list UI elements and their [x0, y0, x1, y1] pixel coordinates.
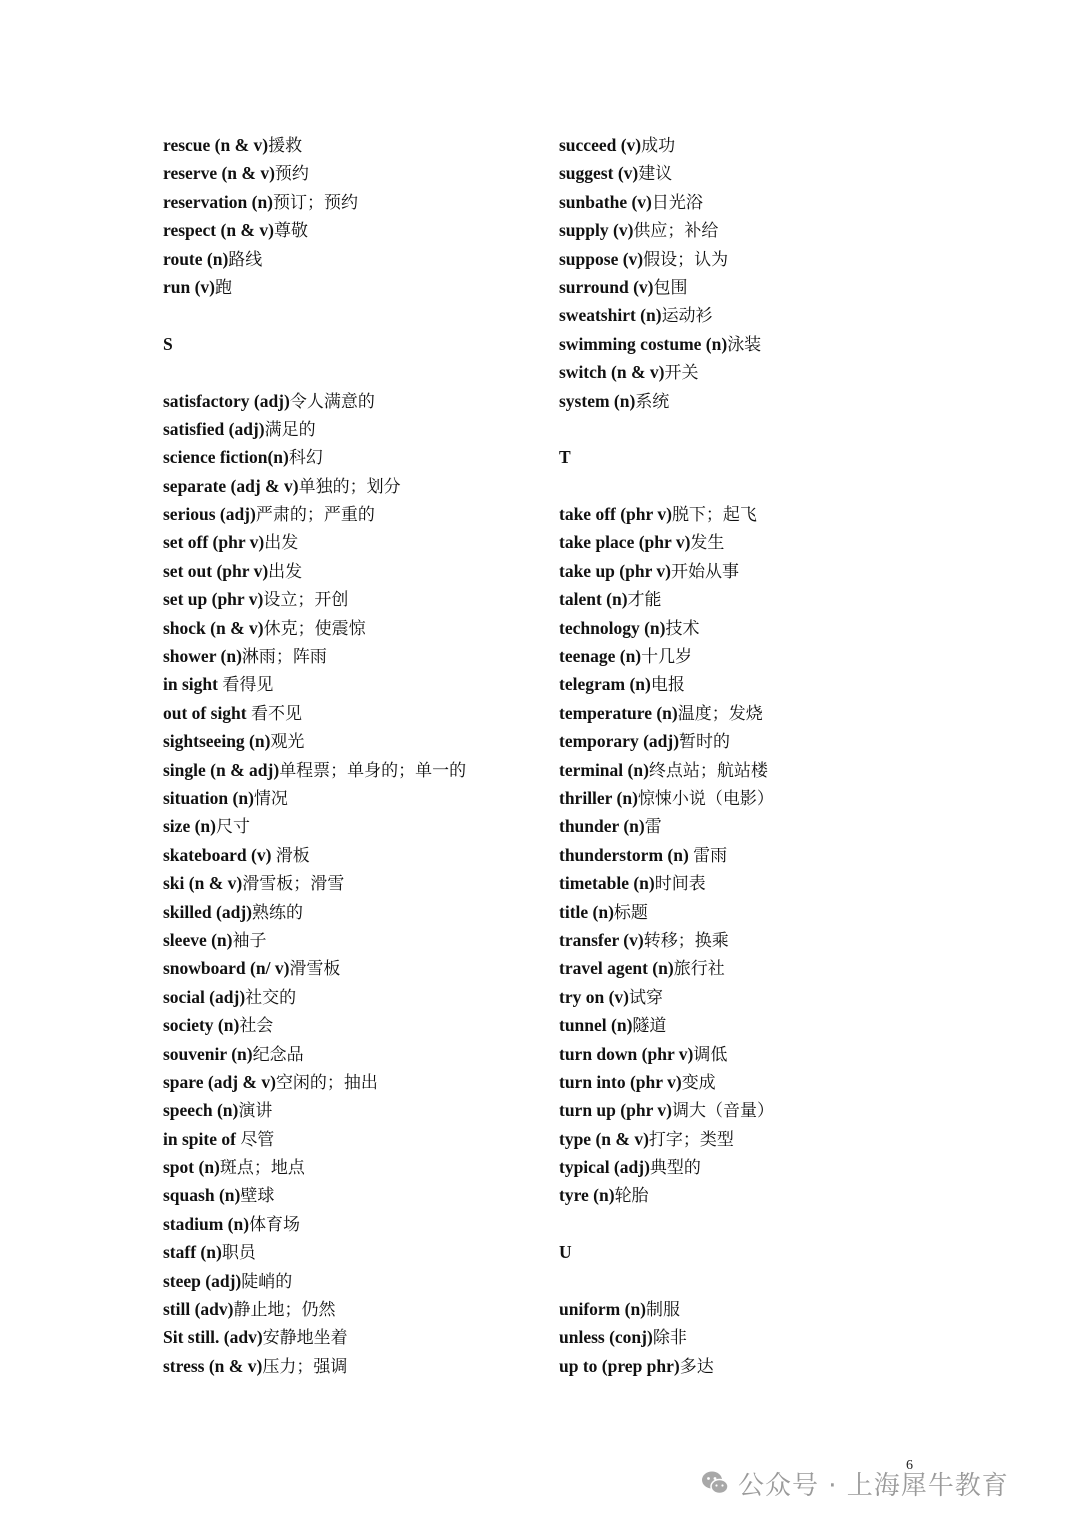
- vocab-meaning: 职员: [221, 1243, 256, 1264]
- vocab-meaning: 袖子: [232, 930, 267, 951]
- vocab-entry: [163, 472, 543, 500]
- vocab-word: satisfied (adj): [163, 418, 265, 439]
- vocab-word: turn up (phr v): [559, 1100, 672, 1121]
- vocab-word: souvenir (n): [163, 1043, 253, 1064]
- vocab-meaning: 调低: [693, 1044, 728, 1065]
- section-letter-text: T: [559, 447, 571, 468]
- vocab-word: still (adv): [163, 1299, 234, 1320]
- vocab-entry: [163, 926, 543, 954]
- vocab-entry: [559, 926, 959, 954]
- vocab-meaning: 尊敬: [273, 221, 308, 242]
- vocab-meaning: 压力；强调: [262, 1356, 348, 1377]
- vocab-word: size (n): [163, 816, 216, 837]
- vocab-meaning: 变成: [681, 1072, 716, 1093]
- vocab-entry: [163, 898, 543, 926]
- vocab-entry: [163, 1267, 543, 1295]
- blank-line: [163, 358, 543, 386]
- vocab-meaning: 尽管: [240, 1129, 275, 1150]
- watermark: [700, 1461, 1009, 1505]
- vocab-entry: [163, 869, 543, 897]
- vocab-meaning: 滑板: [275, 845, 310, 866]
- vocab-word: tyre (n): [559, 1185, 615, 1206]
- vocab-word: skilled (adj): [163, 901, 252, 922]
- section-letter: [163, 330, 543, 358]
- vocab-meaning: 斑点；地点: [219, 1158, 305, 1179]
- vocab-word: serious (adj): [163, 504, 256, 525]
- vocab-meaning: 温度；发烧: [677, 703, 763, 724]
- vocab-entry: [559, 528, 959, 556]
- vocab-meaning: 演讲: [238, 1101, 273, 1122]
- vocab-word: speech (n): [163, 1100, 239, 1121]
- vocab-word: system (n): [559, 390, 636, 411]
- vocab-word: staff (n): [163, 1242, 222, 1263]
- vocab-meaning: 休克；使震惊: [263, 618, 366, 639]
- vocab-meaning: 出发: [268, 561, 303, 582]
- vocab-entry: [163, 642, 543, 670]
- vocab-meaning: 打字；类型: [648, 1129, 734, 1150]
- vocab-entry: [559, 869, 959, 897]
- vocab-meaning: 隧道: [632, 1016, 667, 1037]
- vocab-meaning: 旅行社: [673, 959, 725, 980]
- vocab-entry: [163, 812, 543, 840]
- vocab-entry: [163, 245, 543, 273]
- vocab-meaning: 供应；补给: [633, 221, 719, 242]
- vocab-word: single (n & adj): [163, 759, 280, 780]
- vocab-meaning: 暂时的: [679, 732, 731, 753]
- vocab-meaning: 脱下；起飞: [671, 505, 757, 526]
- vocab-word: run (v): [163, 276, 216, 297]
- vocab-meaning: 标题: [613, 902, 648, 923]
- vocab-word: spare (adj & v): [163, 1071, 276, 1092]
- vocab-entry: [163, 557, 543, 585]
- vocab-meaning: 日光浴: [651, 192, 703, 213]
- vocab-meaning: 泳装: [727, 334, 762, 355]
- vocab-meaning: 看不见: [251, 703, 302, 724]
- vocab-entry: [163, 784, 543, 812]
- vocab-word: in sight: [163, 674, 223, 695]
- vocab-entry: [163, 614, 543, 642]
- vocab-word: in spite of: [163, 1128, 241, 1149]
- page-number: 6: [906, 1458, 913, 1473]
- vocab-meaning: 设立；开创: [263, 590, 349, 611]
- vocab-word: talent (n): [559, 589, 628, 610]
- vocab-word: science fiction(n): [163, 447, 289, 468]
- vocab-meaning: 令人满意的: [289, 391, 375, 412]
- vocab-entry: [163, 1181, 543, 1209]
- vocab-column-left: [163, 131, 543, 1380]
- vocab-word: thunderstorm (n): [559, 844, 694, 865]
- vocab-entry: [559, 159, 959, 187]
- vocab-meaning: 预约: [274, 164, 309, 185]
- blank-line: [559, 415, 959, 443]
- section-letter-text: S: [163, 333, 173, 354]
- vocab-word: take off (phr v): [559, 504, 672, 525]
- vocab-word: ski (n & v): [163, 873, 243, 894]
- vocab-meaning: 十几岁: [641, 647, 693, 668]
- vocab-word: set out (phr v): [163, 560, 269, 581]
- vocab-meaning: 雷雨: [693, 845, 728, 866]
- vocab-meaning: 满足的: [264, 419, 316, 440]
- vocab-entry: [559, 642, 959, 670]
- vocab-meaning: 多达: [679, 1356, 714, 1377]
- vocab-entry: [163, 273, 543, 301]
- vocab-word: spot (n): [163, 1157, 220, 1178]
- vocab-entry: [163, 528, 543, 556]
- vocab-word: separate (adj & v): [163, 475, 299, 496]
- vocab-meaning: 单程票；单身的；单一的: [279, 760, 467, 781]
- vocab-word: sightseeing (n): [163, 731, 271, 752]
- vocab-entry: [559, 188, 959, 216]
- vocab-meaning: 陡峭的: [241, 1271, 293, 1292]
- vocab-entry: [559, 557, 959, 585]
- vocab-meaning: 假设；认为: [643, 249, 729, 270]
- vocab-meaning: 滑雪板: [289, 959, 341, 980]
- vocab-meaning: 开关: [664, 363, 699, 384]
- vocab-meaning: 看得见: [222, 675, 274, 696]
- vocab-meaning: 科幻: [288, 448, 323, 469]
- vocab-word: route (n): [163, 248, 229, 269]
- vocab-entry: [163, 1210, 543, 1238]
- vocab-word: out of sight: [163, 702, 251, 723]
- vocab-column-right: [559, 131, 959, 1380]
- vocab-entry: [559, 614, 959, 642]
- vocab-word: typical (adj): [559, 1157, 650, 1178]
- vocab-entry: [163, 1040, 543, 1068]
- vocab-word: thriller (n): [559, 787, 638, 808]
- vocab-entry: [163, 443, 543, 471]
- vocab-meaning: 空闲的；抽出: [275, 1072, 378, 1093]
- vocab-entry: [163, 188, 543, 216]
- vocab-entry: [163, 756, 543, 784]
- vocab-meaning: 出发: [264, 533, 299, 554]
- vocab-entry: [559, 1096, 959, 1124]
- vocab-word: rescue (n & v): [163, 135, 269, 155]
- vocab-word: set up (phr v): [163, 589, 264, 610]
- vocab-meaning: 观光: [270, 732, 305, 753]
- vocab-word: sweatshirt (n): [559, 305, 662, 326]
- vocab-meaning: 转移；换乘: [643, 930, 729, 951]
- vocab-entry: [163, 954, 543, 982]
- vocab-meaning: 情况: [253, 788, 288, 809]
- vocab-meaning: 路线: [228, 249, 263, 270]
- vocab-entry: [163, 159, 543, 187]
- vocab-word: reserve (n & v): [163, 163, 275, 184]
- vocab-entry: [163, 1096, 543, 1124]
- watermark-text: 公众号 · 上海犀牛教育: [738, 1470, 1009, 1501]
- vocab-meaning: 熟练的: [251, 902, 303, 923]
- vocab-meaning: 试穿: [628, 987, 663, 1008]
- vocab-entry: [559, 699, 959, 727]
- vocab-entry: [559, 954, 959, 982]
- vocab-word: stress (n & v): [163, 1355, 263, 1376]
- vocab-entry: [163, 1011, 543, 1039]
- vocab-meaning: 发生: [690, 533, 725, 554]
- vocab-word: sleeve (n): [163, 929, 233, 950]
- vocab-entry: [163, 216, 543, 244]
- vocab-meaning: 系统: [635, 391, 670, 412]
- vocab-word: snowboard (n/ v): [163, 958, 290, 979]
- vocab-entry: [163, 585, 543, 613]
- vocab-meaning: 滑雪板；滑雪: [242, 874, 345, 895]
- vocab-meaning: 调大（音量）: [671, 1101, 774, 1122]
- blank-line: [559, 1210, 959, 1238]
- vocab-meaning: 单独的；划分: [298, 476, 401, 497]
- vocab-meaning: 电报: [650, 675, 685, 696]
- vocab-entry: [559, 756, 959, 784]
- vocab-word: Sit still. (adv): [163, 1327, 263, 1348]
- vocab-entry: [559, 1068, 959, 1096]
- vocab-meaning: 时间表: [654, 874, 706, 895]
- vocab-entry: [163, 131, 543, 159]
- blank-line: [559, 472, 959, 500]
- vocab-word: squash (n): [163, 1185, 241, 1206]
- vocab-entry: [559, 784, 959, 812]
- vocab-word: suggest (v): [559, 163, 639, 184]
- vocab-meaning: 包围: [653, 277, 688, 298]
- vocab-entry: [163, 727, 543, 755]
- vocab-entry: [559, 330, 959, 358]
- vocab-word: set off (phr v): [163, 532, 265, 553]
- vocab-word: shock (n & v): [163, 617, 264, 638]
- vocab-entry: [559, 898, 959, 926]
- vocab-entry: [559, 1153, 959, 1181]
- vocab-meaning: 严肃的；严重的: [255, 505, 375, 526]
- vocab-meaning: 成功: [641, 136, 676, 156]
- vocab-word: reservation (n): [163, 191, 273, 212]
- vocab-word: type (n & v): [559, 1128, 649, 1149]
- vocab-word: up to (prep phr): [559, 1355, 680, 1376]
- vocab-word: thunder (n): [559, 816, 645, 837]
- vocab-word: suppose (v): [559, 248, 644, 269]
- vocab-meaning: 预订；预约: [273, 192, 358, 213]
- vocab-meaning: 技术: [665, 618, 700, 639]
- vocab-word: satisfactory (adj): [163, 390, 290, 411]
- vocab-word: stadium (n): [163, 1213, 250, 1234]
- vocab-word: transfer (v): [559, 929, 644, 950]
- wechat-icon: [700, 1468, 730, 1498]
- vocab-entry: [559, 500, 959, 528]
- vocab-word: society (n): [163, 1015, 240, 1036]
- vocab-entry: [559, 841, 959, 869]
- vocab-entry: [559, 301, 959, 329]
- vocab-meaning: 体育场: [249, 1214, 301, 1235]
- vocab-word: swimming costume (n): [559, 333, 728, 354]
- vocab-entry: [559, 358, 959, 386]
- vocab-entry: [559, 1181, 959, 1209]
- vocab-word: shower (n): [163, 646, 242, 667]
- blank-line: [559, 1267, 959, 1295]
- vocab-entry: [559, 216, 959, 244]
- vocab-meaning: 轮胎: [614, 1186, 649, 1207]
- section-letter: [559, 1238, 959, 1266]
- vocab-entry: [163, 1125, 543, 1153]
- vocab-entry: [559, 1011, 959, 1039]
- vocab-meaning: 惊悚小说（电影）: [637, 788, 774, 809]
- vocab-entry: [163, 1238, 543, 1266]
- vocab-word: technology (n): [559, 617, 666, 638]
- vocab-entry: [163, 1352, 543, 1380]
- vocab-meaning: 终点站；航站楼: [648, 760, 768, 781]
- vocab-entry: [559, 245, 959, 273]
- vocab-meaning: 壁球: [240, 1186, 275, 1207]
- vocab-word: sunbathe (v): [559, 191, 652, 212]
- vocab-entry: [559, 387, 959, 415]
- vocab-word: uniform (n): [559, 1299, 647, 1320]
- vocab-meaning: 淋雨；阵雨: [241, 647, 327, 668]
- vocab-word: turn down (phr v): [559, 1043, 694, 1064]
- vocab-entry: [559, 585, 959, 613]
- vocab-word: teenage (n): [559, 646, 642, 667]
- vocab-word: social (adj): [163, 986, 246, 1007]
- vocab-entry: [559, 1352, 959, 1380]
- vocab-word: tunnel (n): [559, 1015, 633, 1036]
- section-letter: [559, 443, 959, 471]
- vocab-meaning: 运动衫: [661, 306, 713, 327]
- vocab-entry: [163, 500, 543, 528]
- vocab-meaning: 雷: [644, 817, 662, 838]
- vocab-word: try on (v): [559, 986, 629, 1007]
- vocab-meaning: 建议: [638, 164, 673, 185]
- vocab-word: temporary (adj): [559, 731, 680, 752]
- vocab-entry: [163, 387, 543, 415]
- vocab-word: terminal (n): [559, 759, 649, 780]
- vocab-word: title (n): [559, 901, 614, 922]
- vocab-entry: [559, 983, 959, 1011]
- vocab-meaning: 跑: [215, 277, 233, 298]
- vocab-entry: [163, 1068, 543, 1096]
- vocab-entry: [559, 670, 959, 698]
- vocab-word: temperature (n): [559, 702, 678, 723]
- vocab-word: succeed (v): [559, 135, 642, 155]
- vocab-meaning: 开始从事: [671, 561, 739, 582]
- vocab-entry: [559, 1295, 959, 1323]
- vocab-word: travel agent (n): [559, 958, 674, 979]
- vocab-word: timetable (n): [559, 873, 655, 894]
- vocab-entry: [163, 841, 543, 869]
- vocab-meaning: 尺寸: [215, 817, 250, 838]
- vocab-word: steep (adj): [163, 1270, 242, 1291]
- vocab-entry: [163, 415, 543, 443]
- vocab-word: surround (v): [559, 276, 654, 297]
- vocab-word: respect (n & v): [163, 220, 274, 241]
- vocab-entry: [559, 727, 959, 755]
- vocab-entry: [163, 1295, 543, 1323]
- vocab-meaning: 社交的: [245, 987, 297, 1008]
- vocab-meaning: 才能: [627, 590, 662, 611]
- blank-line: [163, 301, 543, 329]
- vocab-entry: [559, 1323, 959, 1351]
- vocab-entry: [559, 273, 959, 301]
- vocab-word: situation (n): [163, 787, 254, 808]
- vocab-meaning: 纪念品: [252, 1044, 304, 1065]
- vocab-word: switch (n & v): [559, 362, 665, 383]
- vocab-entry: [559, 131, 959, 159]
- vocab-entry: [559, 1125, 959, 1153]
- vocab-word: turn into (phr v): [559, 1071, 682, 1092]
- vocab-meaning: 社会: [239, 1016, 274, 1037]
- vocab-word: unless (conj): [559, 1327, 653, 1348]
- vocab-entry: [163, 983, 543, 1011]
- vocab-entry: [559, 1040, 959, 1068]
- vocab-entry: [163, 670, 543, 698]
- vocab-meaning: 制服: [646, 1300, 681, 1321]
- vocab-word: supply (v): [559, 220, 634, 241]
- vocab-entry: [163, 1323, 543, 1351]
- vocab-word: skateboard (v): [163, 844, 276, 865]
- vocab-meaning: 除非: [652, 1328, 687, 1349]
- vocab-word: take up (phr v): [559, 560, 671, 581]
- vocab-entry: [559, 812, 959, 840]
- vocab-word: take place (phr v): [559, 532, 691, 553]
- vocab-meaning: 安静地坐着: [262, 1328, 348, 1349]
- section-letter-text: U: [559, 1242, 572, 1263]
- vocab-meaning: 典型的: [649, 1158, 701, 1179]
- vocab-entry: [163, 699, 543, 727]
- vocab-meaning: 静止地；仍然: [233, 1300, 336, 1321]
- vocab-meaning: 援救: [268, 136, 303, 156]
- vocab-entry: [163, 1153, 543, 1181]
- vocab-word: telegram (n): [559, 674, 651, 695]
